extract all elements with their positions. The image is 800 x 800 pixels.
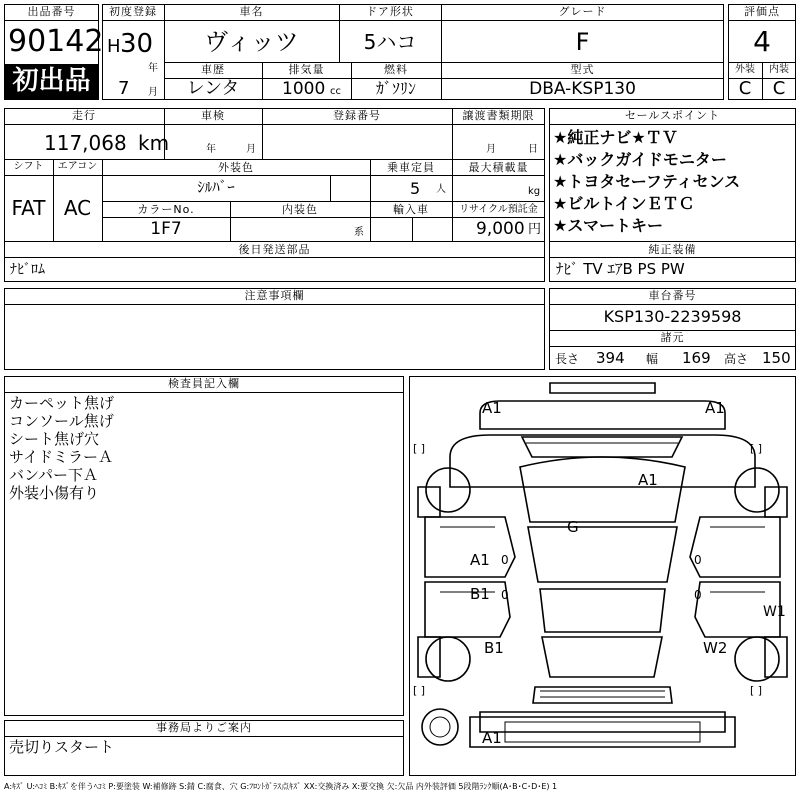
year-unit: 年: [148, 63, 158, 74]
recycle-header: リサイクル預託金: [459, 204, 538, 215]
damage-mark: A1: [638, 471, 658, 489]
damage-mark: B1: [484, 639, 504, 657]
color-no-header: カラーNo.: [137, 203, 195, 216]
office-note: 売切りスタート: [9, 738, 115, 756]
length-label: 長さ: [555, 352, 580, 366]
bracket-mark: [ ]: [750, 442, 763, 455]
height: 150: [762, 349, 791, 367]
displacement-unit: cc: [330, 86, 341, 97]
score-header: 評価点: [744, 5, 780, 18]
damage-mark: A1: [482, 399, 502, 417]
bracket-mark: [ ]: [413, 442, 426, 455]
first-listing-badge: 初出品: [5, 64, 98, 99]
reg-month: 7: [118, 78, 130, 99]
chassis-header: 車台番号: [648, 289, 697, 302]
inspection-month-unit: 月: [246, 144, 256, 155]
int-color-header: 内装色: [282, 203, 318, 216]
reg-no-header: 登録番号: [333, 109, 381, 122]
grade-header: グレード: [558, 5, 607, 18]
shift: FAT: [11, 196, 46, 220]
inspector-note: バンパー下Ａ: [9, 466, 98, 484]
capacity: 5: [410, 179, 421, 198]
transfer-month-unit: 月: [486, 144, 496, 155]
notes-header: 注意事項欄: [244, 289, 305, 302]
lot-number: 90142: [8, 24, 104, 59]
month-unit: 月: [148, 87, 158, 98]
bracket-mark: [ ]: [750, 684, 763, 697]
ac-header: エアコン: [57, 161, 98, 172]
model-header: 型式: [570, 63, 595, 76]
history: レンタ: [186, 78, 240, 99]
sales-point: ★トヨタセーフティセンス: [553, 172, 741, 191]
car-outline: [410, 377, 795, 775]
max-load-unit: kg: [528, 186, 541, 197]
office-header: 事務局よりご案内: [156, 721, 252, 734]
width: 169: [682, 349, 711, 367]
mileage-header: 走行: [72, 109, 96, 122]
damage-mark: A1: [482, 729, 502, 747]
color-no: 1F7: [150, 219, 182, 239]
reg-year: 30: [120, 29, 154, 59]
chassis-number: KSP130-2239598: [603, 307, 742, 326]
score: 4: [753, 25, 771, 58]
recycle-amount: 9,000: [476, 219, 525, 239]
model-code: DBA-KSP130: [529, 79, 636, 99]
inspector-note: サイドミラーＡ: [9, 448, 113, 466]
damage-mark: B1: [470, 585, 490, 603]
damage-mark: A1: [470, 551, 490, 569]
interior-header: 内装: [769, 64, 789, 75]
fuel: ｶﾞｿﾘﾝ: [375, 79, 416, 98]
first-reg-header: 初度登録: [109, 5, 157, 18]
sales-point: ★バックガイドモニター: [553, 150, 727, 169]
sales-point: ★純正ナビ★ＴＶ: [553, 128, 678, 147]
fuel-header: 燃料: [384, 63, 408, 76]
sales-point: ★ビルトインＥＴＣ: [553, 194, 695, 213]
car-name-header: 車名: [239, 5, 264, 18]
inspector-note: コンソール焦げ: [9, 412, 114, 430]
damage-mark: W1: [763, 604, 786, 620]
transfer-header: 譲渡書類期限: [462, 109, 535, 122]
dims-header: 諸元: [660, 331, 685, 344]
grade: F: [575, 28, 590, 56]
era: H: [107, 36, 121, 57]
max-load-header: 最大積載量: [468, 161, 529, 174]
height-label: 高さ: [724, 352, 749, 366]
int-color-unit: 系: [354, 227, 364, 238]
later-parts-header: 後日発送部品: [238, 243, 311, 256]
displacement: 1000: [282, 79, 326, 99]
exterior-header: 外装: [735, 64, 755, 75]
mileage: 117,068: [44, 131, 127, 155]
exterior-grade: C: [738, 78, 752, 99]
zero-mark: 0: [694, 588, 702, 602]
equipment: ﾅﾋﾞ TV ｴｱB PS PW: [556, 260, 685, 278]
inspector-note: 外装小傷有り: [9, 484, 100, 502]
ext-color: ｼﾙﾊﾞｰ: [197, 178, 235, 196]
shift-header: シフト: [13, 161, 44, 172]
ac: AC: [63, 196, 92, 220]
zero-mark: 0: [501, 553, 509, 567]
mileage-unit: km: [138, 131, 170, 155]
lot-number-header: 出品番号: [27, 5, 76, 18]
transfer-day-unit: 日: [528, 144, 538, 155]
sales-point: ★スマートキー: [553, 216, 664, 235]
zero-mark: 0: [694, 553, 702, 567]
door-header: ドア形状: [366, 5, 414, 18]
capacity-header: 乗車定員: [387, 161, 435, 174]
damage-mark: A1: [705, 399, 725, 417]
history-header: 車歴: [201, 63, 225, 76]
interior-grade: C: [772, 78, 786, 99]
later-parts: ﾅﾋﾞﾛﾑ: [10, 262, 45, 278]
capacity-unit: 人: [436, 184, 446, 195]
bracket-mark: [ ]: [413, 684, 426, 697]
length: 394: [596, 349, 625, 367]
displacement-header: 排気量: [288, 63, 325, 76]
damage-diagram: [409, 376, 796, 776]
footer-legend: A:ｷｽﾞ U:ﾍｺﾐ B:ｷｽﾞを伴うﾍｺﾐ P:要塗装 W:補修跡 S:錆 C:腐食、穴 G:ﾌﾛﾝﾄｶﾞﾗｽ点ｷｽﾞ XX:交換済み X:要交換 欠:欠品 内外装評価 5段階ﾗﾝｸ順(A･B･C･D･E) 1: [4, 782, 558, 791]
sales-points-header: セールスポイント: [624, 109, 720, 122]
ext-color-header: 外装色: [218, 161, 254, 174]
damage-mark: G: [567, 518, 579, 536]
damage-mark: W2: [703, 639, 728, 657]
inspection-header: 車検: [201, 109, 225, 122]
inspection-year-unit: 年: [206, 144, 216, 155]
car-name: ヴィッツ: [204, 28, 299, 56]
width-label: 幅: [646, 352, 659, 366]
zero-mark: 0: [501, 588, 509, 602]
door-type: 5ハコ: [363, 30, 417, 54]
inspector-note: シート焦げ穴: [9, 430, 100, 448]
inspector-note: カーペット焦げ: [9, 394, 115, 412]
inspector-header: 検査員記入欄: [168, 377, 240, 390]
equipment-header: 純正装備: [648, 243, 697, 256]
import-header: 輸入車: [393, 203, 429, 216]
recycle-unit: 円: [528, 222, 542, 237]
